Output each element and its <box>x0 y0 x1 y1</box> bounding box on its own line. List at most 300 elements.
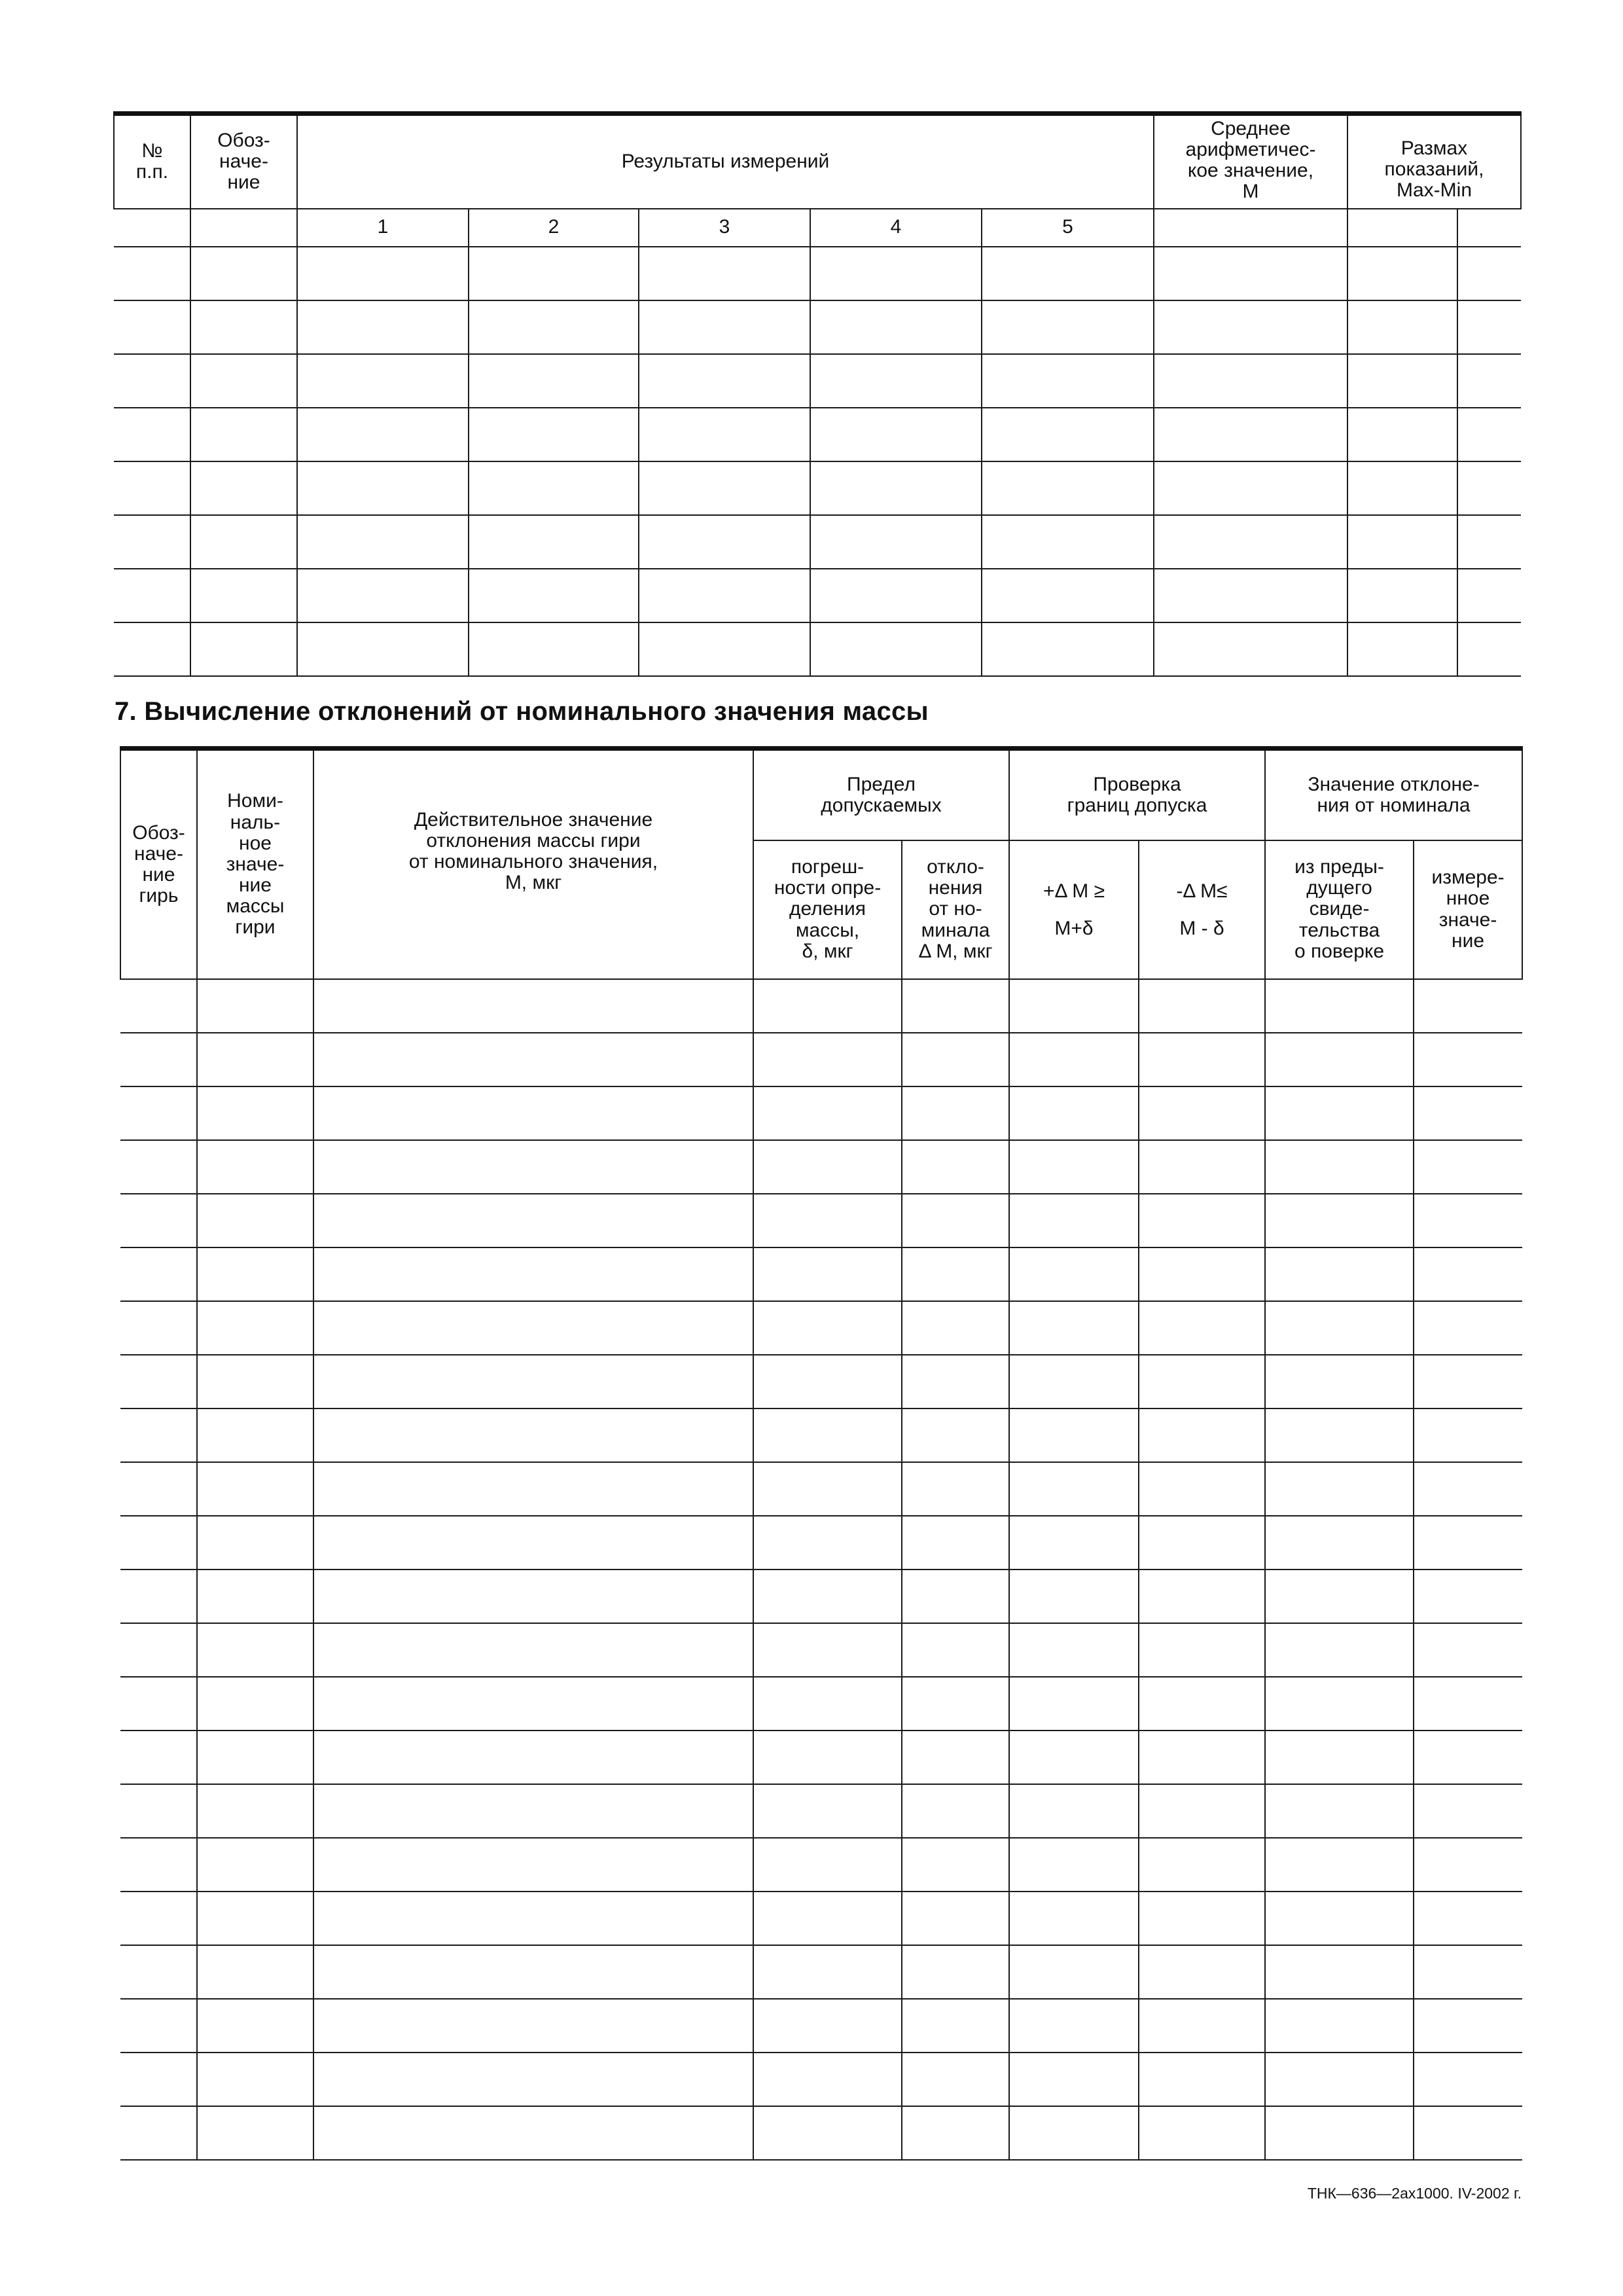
table-cell[interactable] <box>190 300 297 354</box>
table-cell[interactable] <box>1414 1623 1522 1677</box>
table-cell[interactable] <box>1009 1623 1139 1677</box>
table-cell[interactable] <box>297 300 469 354</box>
table-cell[interactable] <box>1154 300 1347 354</box>
table-cell[interactable] <box>1457 569 1521 622</box>
table-cell[interactable] <box>753 1999 902 2053</box>
table-cell[interactable] <box>120 1623 197 1677</box>
table-cell[interactable] <box>902 1570 1009 1623</box>
table-cell[interactable] <box>313 1301 753 1355</box>
table-cell[interactable] <box>753 979 902 1033</box>
table-cell[interactable] <box>753 1033 902 1086</box>
table-cell[interactable] <box>120 1086 197 1140</box>
table-cell[interactable] <box>1009 1247 1139 1301</box>
table-cell[interactable] <box>313 1784 753 1838</box>
table-cell[interactable] <box>114 408 190 461</box>
table-cell[interactable] <box>1009 1086 1139 1140</box>
table-cell[interactable] <box>197 1784 313 1838</box>
table-row <box>120 1086 1522 1140</box>
table-cell[interactable] <box>469 569 639 622</box>
table-cell[interactable] <box>297 461 469 515</box>
col-header-results: Результаты измерений <box>297 114 1154 209</box>
table-cell[interactable] <box>120 1462 197 1516</box>
table-cell[interactable] <box>1265 1999 1414 2053</box>
table-cell[interactable] <box>1009 1838 1139 1892</box>
table-cell[interactable] <box>313 1462 753 1516</box>
table-cell[interactable] <box>1009 2106 1139 2160</box>
table-cell[interactable] <box>753 1247 902 1301</box>
table-cell[interactable] <box>902 1408 1009 1462</box>
table-cell[interactable] <box>190 209 297 247</box>
table-cell[interactable] <box>197 1677 313 1731</box>
table-cell[interactable] <box>753 1140 902 1194</box>
table-cell[interactable] <box>1347 408 1457 461</box>
table-cell[interactable] <box>639 408 810 461</box>
table-cell[interactable] <box>982 461 1154 515</box>
table-cell[interactable] <box>1265 1194 1414 1247</box>
table-cell[interactable] <box>902 1194 1009 1247</box>
table-cell[interactable] <box>1414 1033 1522 1086</box>
table-cell[interactable] <box>469 408 639 461</box>
table-cell[interactable] <box>197 1516 313 1570</box>
table-row <box>120 1462 1522 1516</box>
table-cell[interactable] <box>313 2053 753 2106</box>
table-cell[interactable] <box>1347 622 1457 676</box>
table-cell[interactable] <box>1265 1462 1414 1516</box>
table-cell[interactable] <box>313 1570 753 1623</box>
table-cell[interactable] <box>1414 2053 1522 2106</box>
table-cell[interactable] <box>120 1838 197 1892</box>
table-cell[interactable] <box>1265 1247 1414 1301</box>
table-cell[interactable] <box>1457 461 1521 515</box>
table-cell[interactable] <box>639 622 810 676</box>
table-cell[interactable] <box>297 247 469 300</box>
table-row <box>114 408 1521 461</box>
table-cell[interactable] <box>810 247 982 300</box>
table-cell[interactable] <box>197 1838 313 1892</box>
table-cell[interactable] <box>1154 247 1347 300</box>
table-cell[interactable] <box>982 247 1154 300</box>
table-cell[interactable] <box>639 354 810 408</box>
table-cell[interactable] <box>902 1301 1009 1355</box>
table-cell[interactable] <box>1139 1731 1265 1784</box>
table-row <box>120 1945 1522 1999</box>
table-cell[interactable] <box>313 1355 753 1408</box>
table-cell[interactable] <box>1457 622 1521 676</box>
table-cell[interactable] <box>197 1623 313 1677</box>
table-cell[interactable] <box>1139 1570 1265 1623</box>
table-cell[interactable] <box>902 1086 1009 1140</box>
table-cell[interactable] <box>1009 1462 1139 1516</box>
table-cell[interactable] <box>753 1677 902 1731</box>
table-cell[interactable] <box>120 1301 197 1355</box>
table-cell[interactable] <box>1265 2053 1414 2106</box>
table-cell[interactable] <box>297 408 469 461</box>
table-cell[interactable] <box>1154 622 1347 676</box>
table-cell[interactable] <box>1265 1570 1414 1623</box>
table-cell[interactable] <box>902 2106 1009 2160</box>
table-cell[interactable] <box>753 2106 902 2160</box>
table-cell[interactable] <box>120 1033 197 1086</box>
table-cell[interactable] <box>1139 2106 1265 2160</box>
table-cell[interactable] <box>313 1247 753 1301</box>
table-cell[interactable] <box>1009 1892 1139 1945</box>
table-cell[interactable] <box>1139 1086 1265 1140</box>
table-cell[interactable] <box>469 247 639 300</box>
table-cell[interactable] <box>313 1033 753 1086</box>
table-cell[interactable] <box>1265 1892 1414 1945</box>
table-cell[interactable] <box>753 1623 902 1677</box>
table-cell[interactable] <box>469 300 639 354</box>
table-cell[interactable] <box>1139 1892 1265 1945</box>
table-cell[interactable] <box>313 1892 753 1945</box>
table-cell[interactable] <box>1139 1677 1265 1731</box>
table-cell[interactable] <box>1265 1140 1414 1194</box>
table-cell[interactable] <box>1139 1999 1265 2053</box>
table-cell[interactable] <box>1139 1247 1265 1301</box>
table-cell[interactable] <box>197 1140 313 1194</box>
table-cell[interactable] <box>297 622 469 676</box>
table-cell[interactable] <box>197 1731 313 1784</box>
table-cell[interactable] <box>902 979 1009 1033</box>
table-cell[interactable] <box>902 1838 1009 1892</box>
col-header-limit-deviation: откло- нения от но- минала Δ М, мкг <box>902 840 1009 979</box>
table-cell[interactable] <box>1414 1570 1522 1623</box>
table-cell[interactable] <box>982 300 1154 354</box>
section-7-title: 7. Вычисление отклонений от номинального значения массы <box>115 697 929 726</box>
table-cell[interactable] <box>197 1247 313 1301</box>
table-cell[interactable] <box>197 1892 313 1945</box>
table-cell[interactable] <box>1414 1999 1522 2053</box>
table-row <box>120 1033 1522 1086</box>
table-cell[interactable] <box>120 2106 197 2160</box>
table-row <box>120 1355 1522 1408</box>
table-cell[interactable] <box>902 1462 1009 1516</box>
table-cell[interactable] <box>297 515 469 569</box>
table-cell[interactable] <box>297 569 469 622</box>
table-cell[interactable] <box>1347 569 1457 622</box>
table-cell[interactable] <box>1347 515 1457 569</box>
table-cell[interactable] <box>902 1516 1009 1570</box>
table-cell[interactable] <box>753 1892 902 1945</box>
table-cell[interactable] <box>753 1784 902 1838</box>
table-cell[interactable] <box>1154 408 1347 461</box>
table-cell[interactable] <box>1347 247 1457 300</box>
table-cell[interactable] <box>120 1516 197 1570</box>
table-cell[interactable] <box>120 1194 197 1247</box>
table-cell[interactable] <box>197 1355 313 1408</box>
table-cell[interactable] <box>190 354 297 408</box>
table-cell[interactable] <box>1265 1086 1414 1140</box>
table-cell[interactable] <box>902 1033 1009 1086</box>
table-cell[interactable] <box>902 1945 1009 1999</box>
table-cell[interactable] <box>753 1945 902 1999</box>
table-cell[interactable] <box>639 461 810 515</box>
table-cell[interactable] <box>1139 1140 1265 1194</box>
table-row <box>120 1838 1522 1892</box>
table-cell[interactable] <box>1414 1140 1522 1194</box>
table-cell[interactable] <box>1009 979 1139 1033</box>
table-cell[interactable] <box>469 622 639 676</box>
table-cell[interactable] <box>1139 1194 1265 1247</box>
table-cell[interactable] <box>902 1677 1009 1731</box>
table-cell[interactable] <box>982 515 1154 569</box>
col-header-check-plus: +Δ М ≥ М+δ <box>1009 840 1139 979</box>
table-cell[interactable] <box>197 1408 313 1462</box>
table-cell[interactable] <box>1009 1194 1139 1247</box>
table-cell[interactable] <box>197 1301 313 1355</box>
table-cell[interactable] <box>1457 354 1521 408</box>
table-cell[interactable] <box>1139 1838 1265 1892</box>
table-cell[interactable] <box>1009 1033 1139 1086</box>
table-cell[interactable] <box>810 461 982 515</box>
table-cell[interactable] <box>1265 1355 1414 1408</box>
table-cell[interactable] <box>1414 1408 1522 1462</box>
table-cell[interactable] <box>1009 2053 1139 2106</box>
table-cell[interactable] <box>1414 1677 1522 1731</box>
table-cell[interactable] <box>1139 1623 1265 1677</box>
table-cell[interactable] <box>197 1570 313 1623</box>
table-cell[interactable] <box>1414 1355 1522 1408</box>
table-cell[interactable] <box>313 1731 753 1784</box>
table-cell[interactable] <box>639 515 810 569</box>
table-cell[interactable] <box>313 1140 753 1194</box>
table-cell[interactable] <box>313 1999 753 2053</box>
table-cell[interactable] <box>753 1408 902 1462</box>
table-cell[interactable] <box>902 1892 1009 1945</box>
table-cell[interactable] <box>1139 1784 1265 1838</box>
table-cell[interactable] <box>753 2053 902 2106</box>
table-cell[interactable] <box>120 1140 197 1194</box>
table-cell[interactable] <box>902 1784 1009 1838</box>
table-cell[interactable] <box>1139 1408 1265 1462</box>
table-cell[interactable] <box>902 1140 1009 1194</box>
table-cell[interactable] <box>1154 515 1347 569</box>
table-cell[interactable] <box>197 2106 313 2160</box>
table-cell[interactable] <box>114 354 190 408</box>
table-cell[interactable] <box>1457 209 1521 247</box>
table-cell[interactable] <box>469 461 639 515</box>
table-cell[interactable] <box>120 1247 197 1301</box>
table-cell[interactable] <box>982 354 1154 408</box>
table-cell[interactable] <box>469 354 639 408</box>
table-cell[interactable] <box>1265 1033 1414 1086</box>
table-cell[interactable] <box>753 1301 902 1355</box>
table-cell[interactable] <box>1347 300 1457 354</box>
table-row <box>120 1194 1522 1247</box>
table-cell[interactable] <box>902 1623 1009 1677</box>
table-cell[interactable] <box>810 300 982 354</box>
table-cell[interactable] <box>197 979 313 1033</box>
table-cell[interactable] <box>1414 979 1522 1033</box>
table-cell[interactable] <box>313 1945 753 1999</box>
table-cell[interactable] <box>1265 1623 1414 1677</box>
table-cell[interactable] <box>120 1677 197 1731</box>
table-cell[interactable] <box>1139 1355 1265 1408</box>
table-cell[interactable] <box>114 622 190 676</box>
table-cell[interactable] <box>120 979 197 1033</box>
table-cell[interactable] <box>114 209 190 247</box>
table-cell[interactable] <box>190 247 297 300</box>
table-cell[interactable] <box>469 515 639 569</box>
table-cell[interactable] <box>114 247 190 300</box>
table-cell[interactable] <box>114 461 190 515</box>
table-cell[interactable] <box>810 515 982 569</box>
table-cell[interactable] <box>1414 1194 1522 1247</box>
table-cell[interactable] <box>1009 1784 1139 1838</box>
table-cell[interactable] <box>753 1731 902 1784</box>
table-cell[interactable] <box>639 569 810 622</box>
table-cell[interactable] <box>1414 1301 1522 1355</box>
table-row <box>120 1301 1522 1355</box>
table-cell[interactable] <box>197 1033 313 1086</box>
table-cell[interactable] <box>982 569 1154 622</box>
table-cell[interactable] <box>1414 1462 1522 1516</box>
table-cell[interactable] <box>1009 1945 1139 1999</box>
table-cell[interactable] <box>1265 1731 1414 1784</box>
table-cell[interactable] <box>753 1838 902 1892</box>
table-cell[interactable] <box>120 1784 197 1838</box>
table-cell[interactable] <box>1009 1301 1139 1355</box>
table-cell[interactable] <box>1265 1516 1414 1570</box>
table-cell[interactable] <box>1414 1945 1522 1999</box>
table-cell[interactable] <box>1139 1945 1265 1999</box>
table-cell[interactable] <box>313 1516 753 1570</box>
table-cell[interactable] <box>1009 1570 1139 1623</box>
table-cell[interactable] <box>120 1408 197 1462</box>
col-header-from-certificate: из преды- дущего свиде- тельства о поверке <box>1265 840 1414 979</box>
table-cell[interactable] <box>982 622 1154 676</box>
table-cell[interactable] <box>1139 2053 1265 2106</box>
table-cell[interactable] <box>1009 1731 1139 1784</box>
col-header-number: № п.п. <box>114 114 190 209</box>
table-cell[interactable] <box>639 247 810 300</box>
table-cell[interactable] <box>1139 1462 1265 1516</box>
table-cell[interactable] <box>810 622 982 676</box>
table-cell[interactable] <box>902 1247 1009 1301</box>
table-cell[interactable] <box>810 569 982 622</box>
table-cell[interactable] <box>1009 1355 1139 1408</box>
table-cell[interactable] <box>190 515 297 569</box>
table-cell[interactable] <box>114 300 190 354</box>
table-cell[interactable] <box>1139 1516 1265 1570</box>
table-cell[interactable] <box>297 354 469 408</box>
table-cell[interactable] <box>902 2053 1009 2106</box>
table-cell[interactable] <box>1009 1999 1139 2053</box>
table-cell[interactable] <box>120 1999 197 2053</box>
table-cell[interactable] <box>753 1194 902 1247</box>
table-cell[interactable] <box>120 1570 197 1623</box>
table-cell[interactable] <box>1414 1247 1522 1301</box>
table-cell[interactable] <box>1139 1033 1265 1086</box>
table-cell[interactable] <box>1414 2106 1522 2160</box>
table-cell[interactable] <box>1414 1784 1522 1838</box>
table-cell[interactable] <box>190 461 297 515</box>
table-cell[interactable] <box>1154 569 1347 622</box>
table-cell[interactable] <box>1009 1677 1139 1731</box>
table-cell[interactable] <box>1347 354 1457 408</box>
table-cell[interactable] <box>1265 1301 1414 1355</box>
table-cell[interactable] <box>639 300 810 354</box>
table-cell[interactable] <box>1347 209 1457 247</box>
table-cell[interactable] <box>753 1355 902 1408</box>
table-cell[interactable] <box>197 1086 313 1140</box>
table-cell[interactable] <box>902 1355 1009 1408</box>
table-cell[interactable] <box>1265 1677 1414 1731</box>
table-cell[interactable] <box>190 569 297 622</box>
table-cell[interactable] <box>1414 1892 1522 1945</box>
table-cell[interactable] <box>120 1731 197 1784</box>
table-cell[interactable] <box>114 569 190 622</box>
table-cell[interactable] <box>1139 979 1265 1033</box>
table-cell[interactable] <box>1265 1838 1414 1892</box>
table-cell[interactable] <box>982 408 1154 461</box>
table-cell[interactable] <box>120 1945 197 1999</box>
table-cell[interactable] <box>1414 1838 1522 1892</box>
table-cell[interactable] <box>114 515 190 569</box>
table-cell[interactable] <box>197 1194 313 1247</box>
table-cell[interactable] <box>120 2053 197 2106</box>
table-cell[interactable] <box>1347 461 1457 515</box>
table-cell[interactable] <box>1154 461 1347 515</box>
table-cell[interactable] <box>1457 300 1521 354</box>
table-cell[interactable] <box>190 408 297 461</box>
table-cell[interactable] <box>1414 1516 1522 1570</box>
table-cell[interactable] <box>753 1570 902 1623</box>
table-cell[interactable] <box>1457 247 1521 300</box>
table-cell[interactable] <box>120 1355 197 1408</box>
table-cell[interactable] <box>1009 1516 1139 1570</box>
table-row <box>120 2106 1522 2160</box>
table-cell[interactable] <box>120 1892 197 1945</box>
table-cell[interactable] <box>902 1731 1009 1784</box>
table-cell[interactable] <box>1265 979 1414 1033</box>
deviation-calculation-table <box>120 746 1523 2161</box>
table-cell[interactable] <box>1154 209 1347 247</box>
table-cell[interactable] <box>313 1194 753 1247</box>
table-cell[interactable] <box>313 1677 753 1731</box>
table-cell[interactable] <box>197 1945 313 1999</box>
table-cell[interactable] <box>1265 1945 1414 1999</box>
table-cell[interactable] <box>197 1999 313 2053</box>
table-cell[interactable] <box>197 2053 313 2106</box>
table-cell[interactable] <box>753 1462 902 1516</box>
table-cell[interactable] <box>313 2106 753 2160</box>
table-cell[interactable] <box>1457 515 1521 569</box>
table-cell[interactable] <box>313 1086 753 1140</box>
table-cell[interactable] <box>1265 1408 1414 1462</box>
table-cell[interactable] <box>313 979 753 1033</box>
table-cell[interactable] <box>313 1623 753 1677</box>
table-cell[interactable] <box>1265 2106 1414 2160</box>
table-cell[interactable] <box>313 1408 753 1462</box>
table-cell[interactable] <box>1414 1731 1522 1784</box>
table-cell[interactable] <box>753 1516 902 1570</box>
table-cell[interactable] <box>753 1086 902 1140</box>
table-cell[interactable] <box>1265 1784 1414 1838</box>
table-cell[interactable] <box>197 1462 313 1516</box>
table-cell[interactable] <box>190 622 297 676</box>
table-cell[interactable] <box>1414 1086 1522 1140</box>
table-cell[interactable] <box>902 1999 1009 2053</box>
table-cell[interactable] <box>810 354 982 408</box>
table-cell[interactable] <box>810 408 982 461</box>
table-cell[interactable] <box>1154 354 1347 408</box>
table-cell[interactable] <box>1457 408 1521 461</box>
table-cell[interactable] <box>1009 1140 1139 1194</box>
table-cell[interactable] <box>1139 1301 1265 1355</box>
table-cell[interactable] <box>1009 1408 1139 1462</box>
table-cell[interactable] <box>313 1838 753 1892</box>
